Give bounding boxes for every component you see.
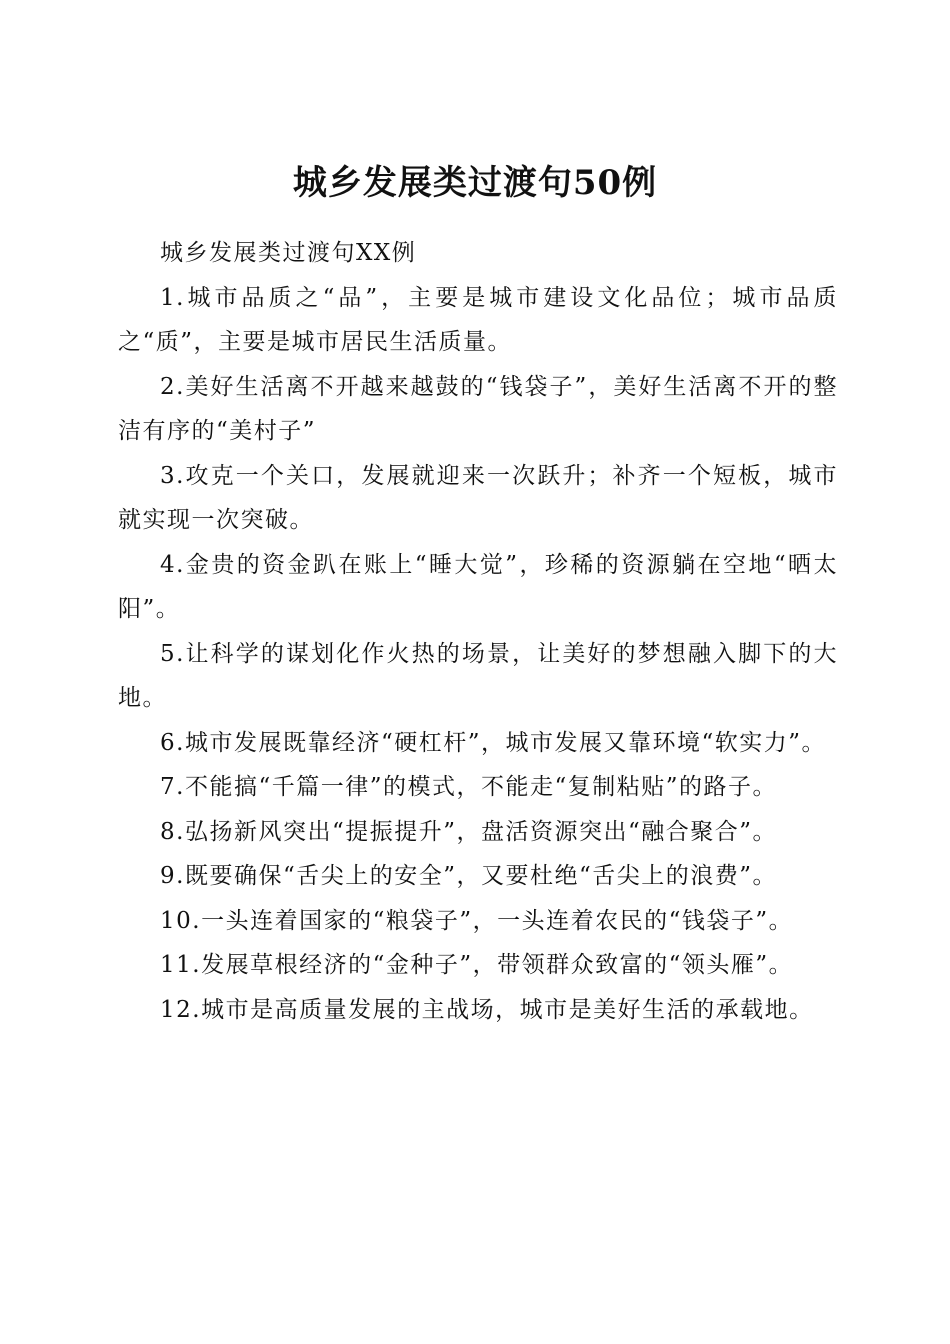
- document-title: 城乡发展类过渡句50例: [292, 162, 658, 203]
- list-item: 10.一头连着国家的“粮袋子”，一头连着农民的“钱袋子”。: [160, 907, 794, 934]
- list-item: 4.金贵的资金趴在账上“睡大觉”，珍稀的资源躺在空地“晒太阳”。: [118, 551, 838, 622]
- list-item: 12.城市是高质量发展的主战场，城市是美好生活的承载地。: [160, 996, 814, 1023]
- list-item: 6.城市发展既靠经济“硬杠杆”，城市发展又靠环境“软实力”。: [160, 729, 826, 756]
- list-item: 1.城市品质之“品”，主要是城市建设文化品位；城市品质之“质”，主要是城市居民生活质量。: [118, 284, 838, 355]
- document-subtitle: 城乡发展类过渡句XX例: [160, 240, 417, 266]
- list-item: 7.不能搞“千篇一律”的模式，不能走“复制粘贴”的路子。: [160, 774, 777, 800]
- document-body: [118, 231, 838, 1032]
- list-item: 11.发展草根经济的“金种子”，带领群众致富的“领头雁”。: [160, 952, 794, 978]
- list-item: 5.让科学的谋划化作火热的场景，让美好的梦想融入脚下的大地。: [118, 640, 838, 711]
- list-item: 3.攻克一个关口，发展就迎来一次跃升；补齐一个短板，城市就实现一次突破。: [118, 462, 838, 533]
- list-item: 2.美好生活离不开越来越鼓的“钱袋子”，美好生活离不开的整洁有序的“美村子”: [118, 373, 838, 444]
- list-item: 9.既要确保“舌尖上的安全”，又要杜绝“舌尖上的浪费”。: [160, 863, 777, 889]
- list-item: 8.弘扬新风突出“提振提升”，盘活资源突出“融合聚合”。: [160, 818, 777, 845]
